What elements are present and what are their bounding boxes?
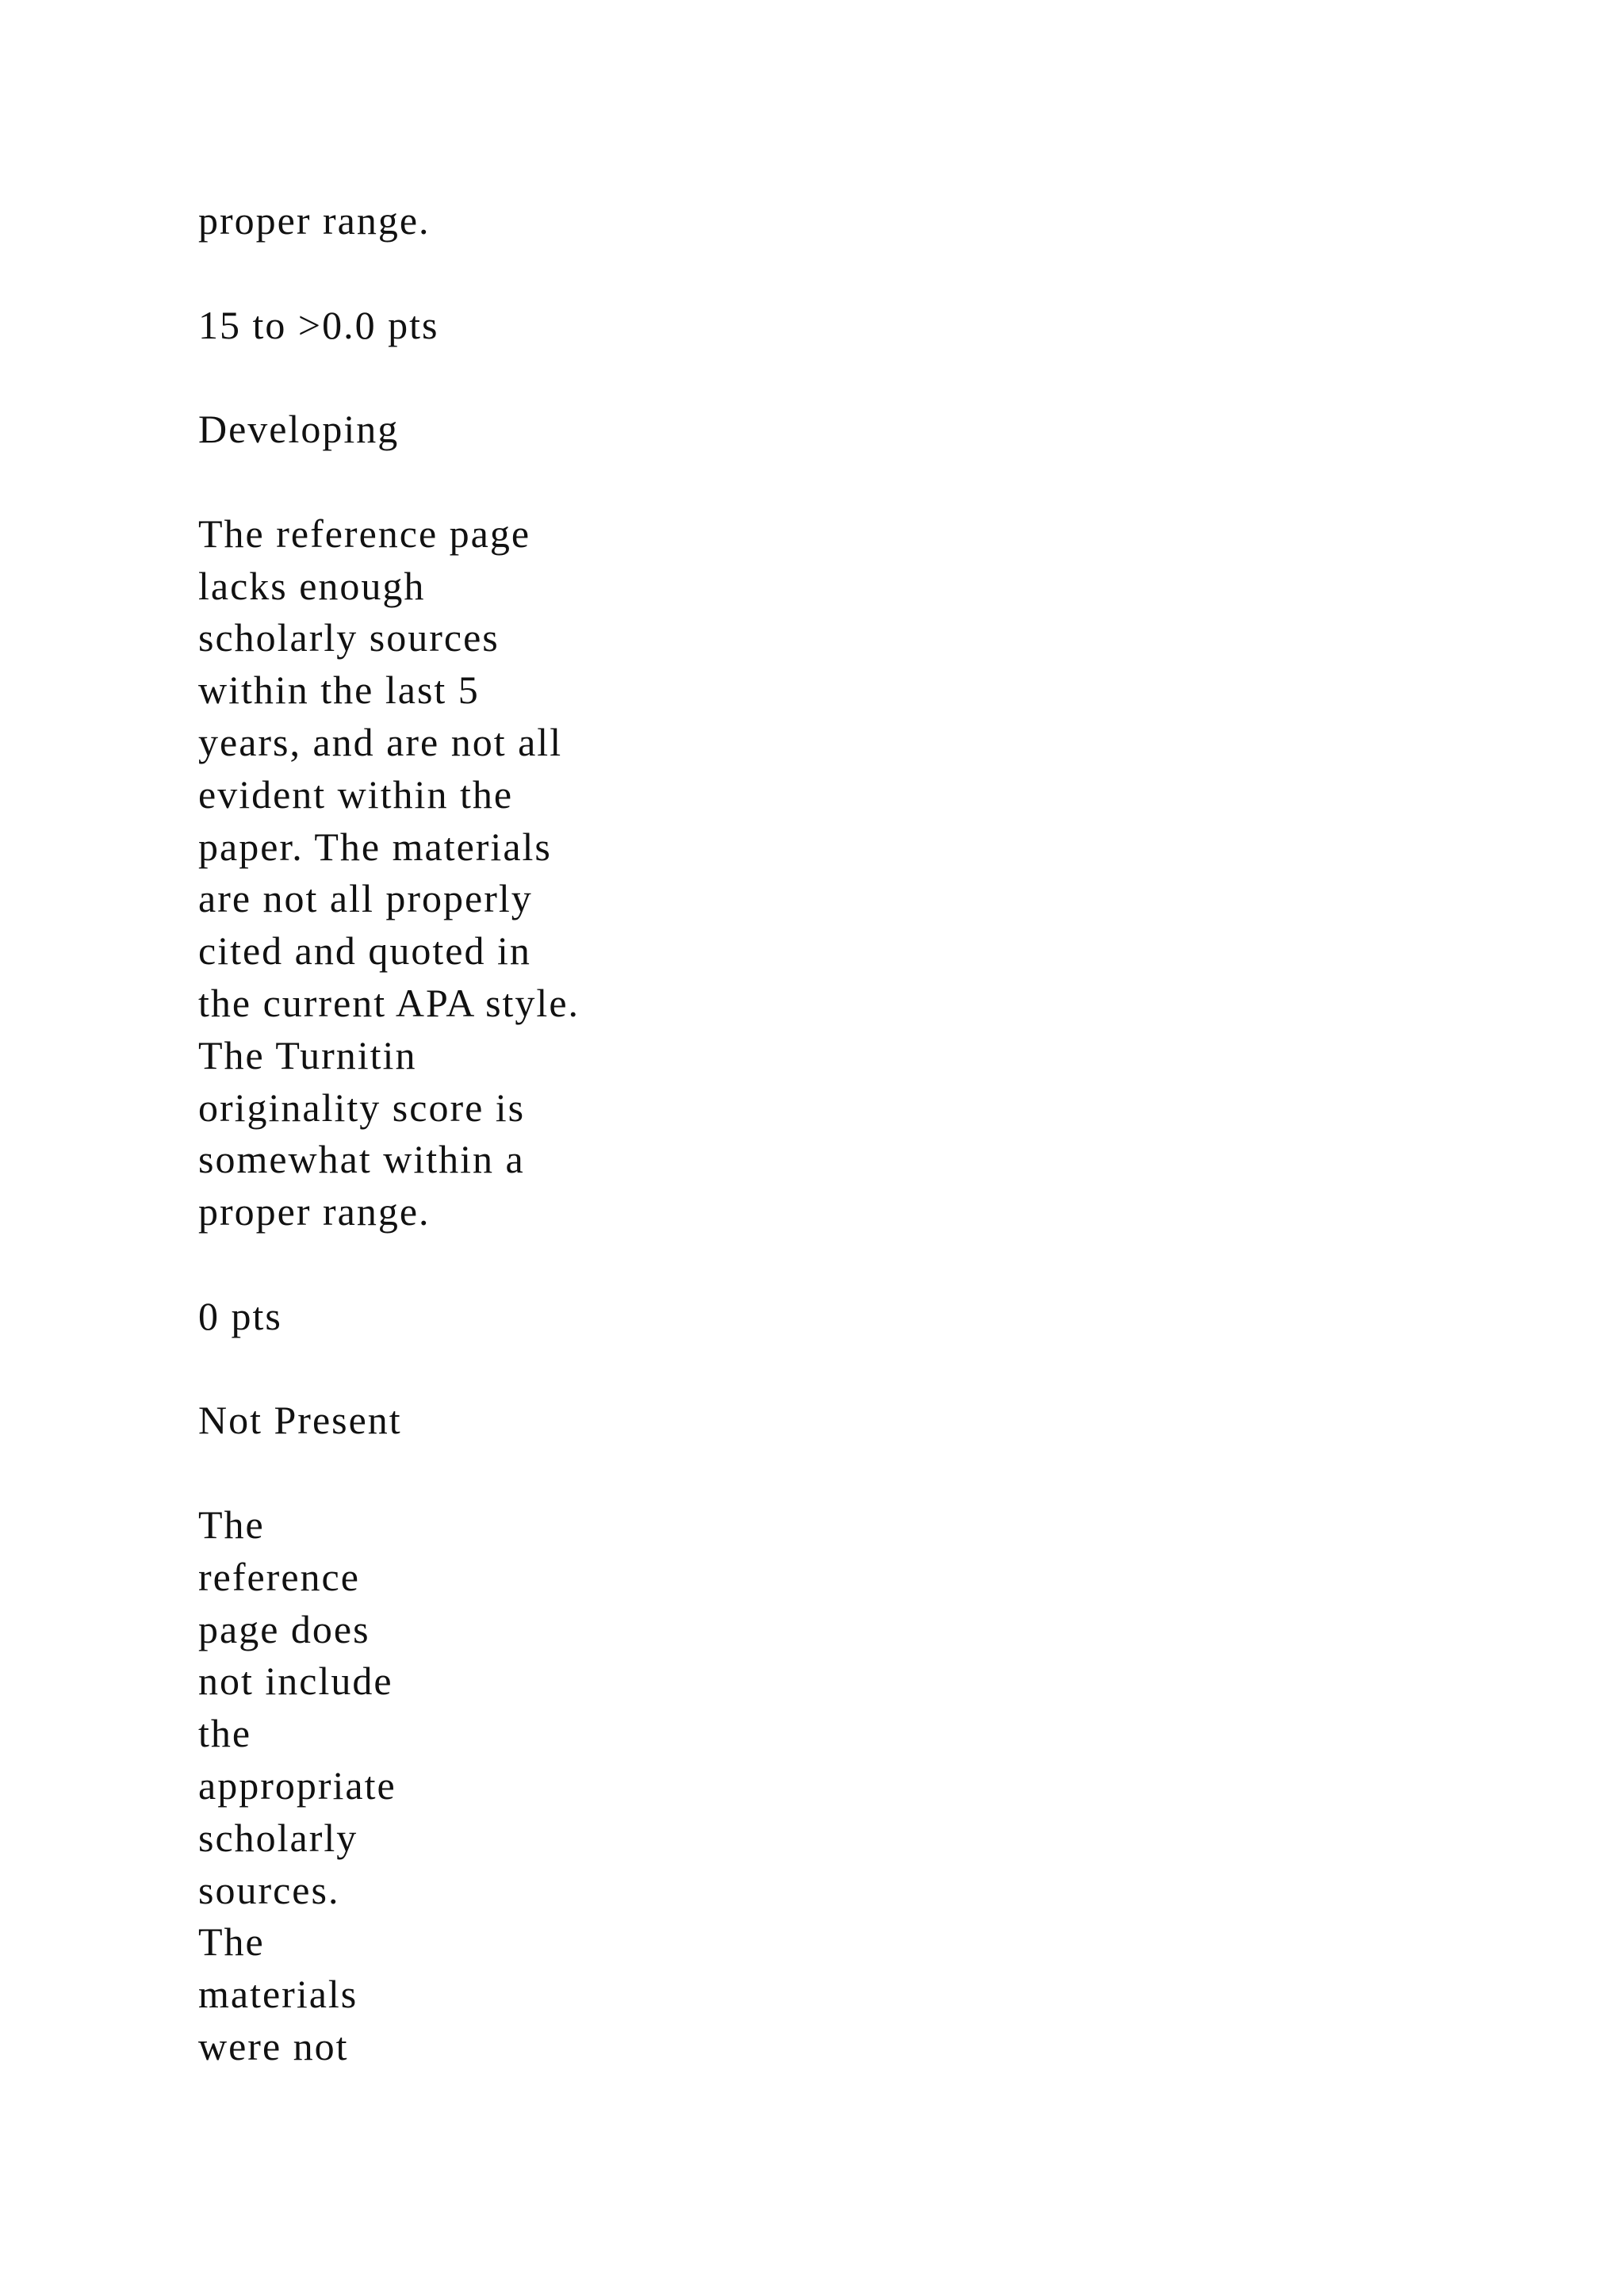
text-line: scholarly [198, 1815, 358, 1860]
text-line: The reference page [198, 511, 531, 556]
text-line: 15 to >0.0 pts [198, 302, 439, 347]
text-line: reference [198, 1554, 360, 1599]
text-line: 0 pts [198, 1293, 282, 1338]
text-line: are not all properly [198, 876, 533, 921]
paragraph-block [198, 1499, 848, 2073]
paragraph-block [198, 300, 848, 352]
paragraph-block [198, 1395, 848, 1447]
text-line: proper range. [198, 1189, 431, 1234]
paragraph-block [198, 404, 848, 456]
text-line: The [198, 1502, 265, 1547]
text-line: page does [198, 1606, 370, 1651]
text-column [198, 195, 848, 2073]
paragraph-block [198, 1291, 848, 1343]
text-line: materials [198, 1972, 358, 2017]
paragraph-gap [198, 1447, 848, 1499]
text-line: originality score is [198, 1085, 526, 1130]
paragraph-gap [198, 456, 848, 508]
text-line: not include [198, 1659, 393, 1704]
text-line: appropriate [198, 1762, 396, 1808]
paragraph-block [198, 195, 848, 247]
text-line: lacks enough [198, 563, 426, 608]
text-line: proper range. [198, 198, 431, 243]
text-line: were not [198, 2023, 349, 2068]
paragraph-block [198, 508, 848, 1238]
text-line: the current APA style. [198, 980, 580, 1025]
text-line: sources. [198, 1867, 340, 1912]
text-line: within the last 5 [198, 668, 480, 713]
text-line: Not Present [198, 1398, 402, 1443]
text-line: The [198, 1919, 265, 1965]
text-line: years, and are not all [198, 719, 563, 764]
text-line: evident within the [198, 771, 514, 817]
paragraph-gap [198, 1343, 848, 1395]
text-line: somewhat within a [198, 1137, 525, 1182]
text-line: paper. The materials [198, 824, 552, 869]
paragraph-gap [198, 1238, 848, 1291]
paragraph-gap [198, 351, 848, 404]
paragraph-gap [198, 247, 848, 300]
text-line: cited and quoted in [198, 928, 531, 974]
text-line: The Turnitin [198, 1032, 417, 1077]
text-line: scholarly sources [198, 615, 500, 660]
text-line: Developing [198, 407, 400, 452]
text-line: the [198, 1711, 252, 1756]
